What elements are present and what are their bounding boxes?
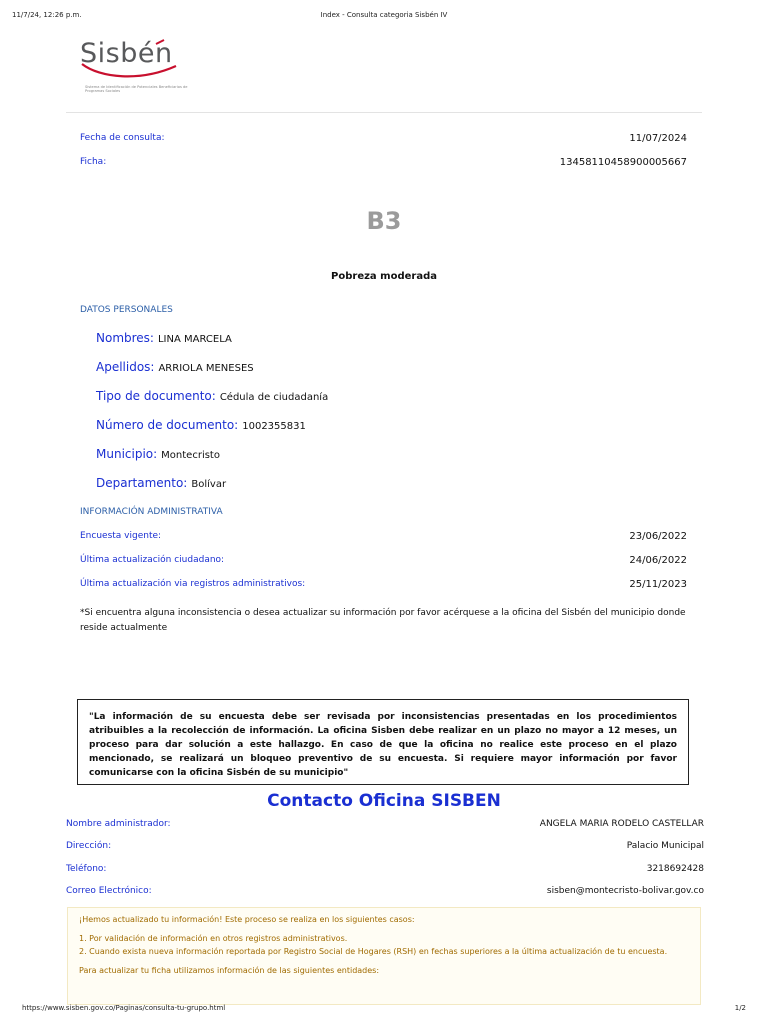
tipo-documento-label: Tipo de documento: [96,389,216,403]
fecha-consulta-label: Fecha de consulta: [80,133,165,143]
nombres-value: LINA MARCELA [157,334,232,345]
alert-outro: Para actualizar tu ficha utilizamos información de las siguientes entidades: [79,966,380,975]
print-title: Index - Consulta categoria Sisbén IV [320,11,448,19]
actualizacion-alert [67,907,701,1005]
nombres-row [96,327,232,346]
grupo-descripcion: Pobreza moderada [331,271,437,282]
datos-personales-title: DATOS PERSONALES [80,305,173,315]
departamento-row [96,472,226,491]
apellidos-value: ARRIOLA MENESES [158,363,254,374]
administrador-label: Nombre administrador: [66,819,171,829]
apellidos-label: Apellidos: [96,360,155,374]
actualizacion-registros-value: 25/11/2023 [629,579,687,590]
numero-documento-label: Número de documento: [96,418,239,432]
revision-notice [77,699,689,785]
numero-documento-row [96,414,306,433]
encuesta-vigente-label: Encuesta vigente: [80,531,162,541]
actualizacion-ciudadano-label: Última actualización ciudadano: [80,555,225,565]
print-page: 1/2 [734,1004,746,1012]
apellidos-row [96,356,254,375]
telefono-value: 3218692428 [646,864,704,874]
logo-wordmark: Sisbén [80,38,173,69]
correo-label: Correo Electrónico: [66,886,152,896]
nombres-label: Nombres: [96,331,154,345]
tipo-documento-row [96,385,328,404]
administrador-value: ANGELA MARIA RODELO CASTELLAR [539,819,704,829]
direccion-value: Palacio Municipal [626,841,704,851]
departamento-label: Departamento: [96,476,188,490]
municipio-value: Montecristo [161,450,220,461]
correo-value: sisben@montecristo-bolivar.gov.co [546,886,704,896]
contacto-title: Contacto Oficina SISBEN [267,791,501,811]
telefono-label: Teléfono: [66,864,107,874]
municipio-label: Municipio: [96,447,158,461]
revision-notice-text: "La información de su encuesta debe ser revisada por inconsistencias presentadas en los procedimientos atribuibles a la recolección de información. La oficina Sisben debe realizar en un plazo no mayor a 12 meses, un proceso para dar solución a este hallazgo. En caso de que la oficina no realice este proceso en el plazo mencionado, se realizará un bloqueo preventivo de su encuesta. Si requiere mayor información por favor comunicarse con la oficina Sisbén de su municipio" [89,712,677,778]
direccion-label: Dirección: [66,841,112,851]
inconsistencia-note: *Si encuentra alguna inconsistencia o desea actualizar su información por favor acérquese a la oficina del Sisbén del municipio donde reside actualmente [80,608,686,633]
tipo-documento-value: Cédula de ciudadanía [219,392,329,403]
sisben-logo [80,38,190,98]
print-datetime: 11/7/24, 12:26 p.m. [12,11,82,19]
logo-subtitle: Sistema de Identificación de Potenciales Beneficiarios de Programas Sociales [85,85,188,94]
actualizacion-registros-label: Última actualización via registros administrativos: [80,579,306,589]
header-divider [66,112,702,113]
print-url: https://www.sisben.gov.co/Paginas/consulta-tu-grupo.html [22,1004,226,1012]
info-admin-title: INFORMACIÓN ADMINISTRATIVA [80,507,223,517]
ficha-value: 13458110458900005667 [559,157,687,168]
ficha-label: Ficha: [80,157,107,167]
departamento-value: Bolívar [191,479,227,490]
grupo-sisben: B3 [366,207,402,235]
municipio-row [96,443,220,462]
encuesta-vigente-value: 23/06/2022 [629,531,687,542]
alert-item-1: 1. Por validación de información en otros registros administrativos. [79,934,348,943]
actualizacion-ciudadano-value: 24/06/2022 [629,555,687,566]
numero-documento-value: 1002355831 [242,421,306,432]
alert-intro: ¡Hemos actualizado tu información! Este proceso se realiza en los siguientes casos: [79,915,415,924]
fecha-consulta-value: 11/07/2024 [629,133,687,144]
alert-item-2: 2. Cuando exista nueva información reportada por Registro Social de Hogares (RSH) en fechas superiores a la última actualización de tu encuesta. [79,947,668,956]
